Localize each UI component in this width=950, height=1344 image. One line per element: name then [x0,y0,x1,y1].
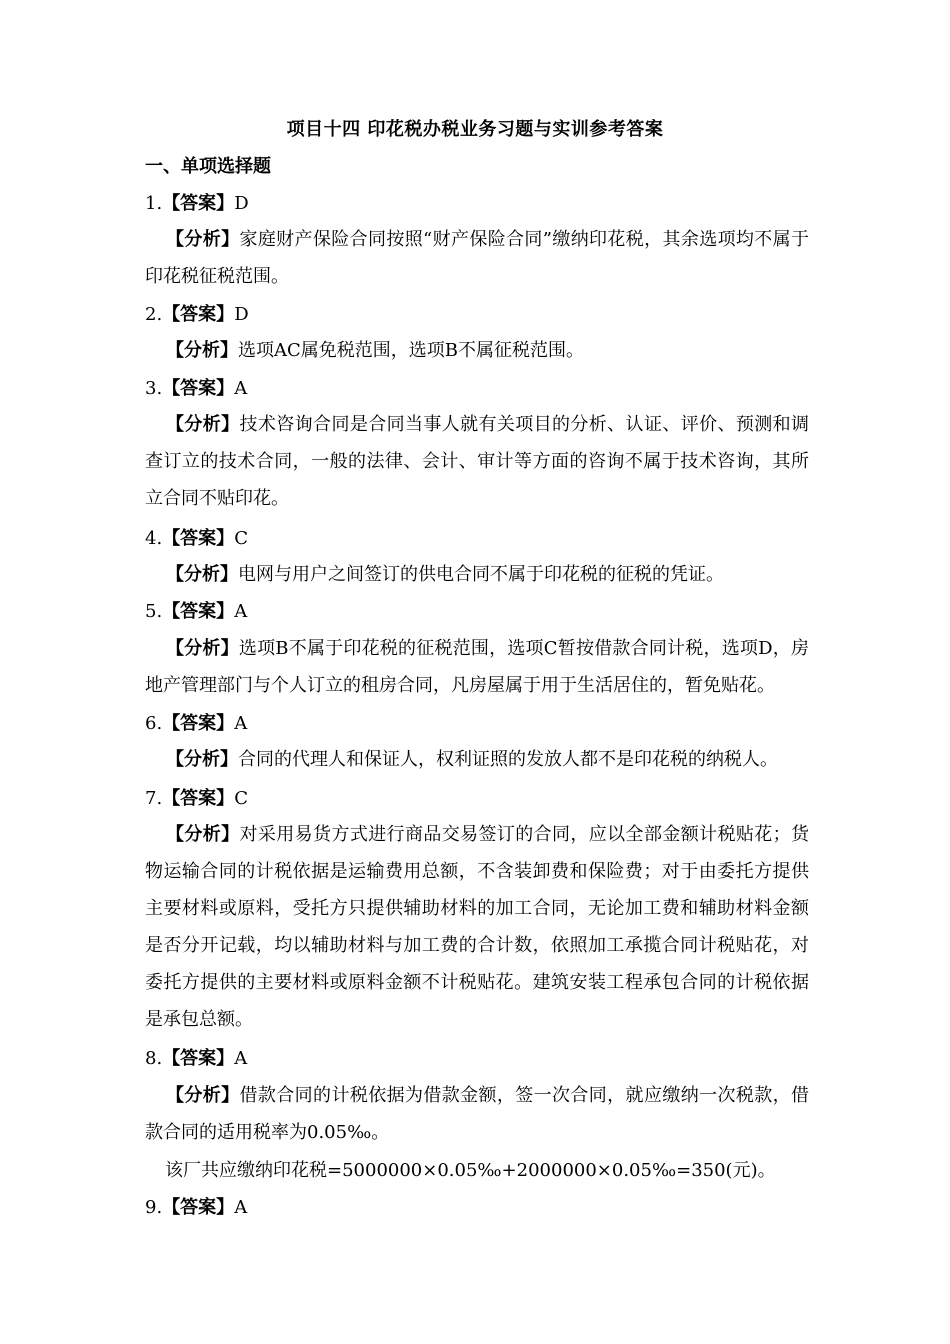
answer-tag: 【答案】 [162,788,235,809]
answer-value: A [234,601,248,622]
analysis-tag: 【分析】 [166,414,240,435]
answer-value: A [234,713,248,734]
analysis-tag: 【分析】 [166,564,238,585]
question-number: 9. [145,1197,163,1218]
answer-line-2 [145,301,249,329]
analysis-text: 对采用易货方式进行商品交易签订的合同，应以全部金额计税贴花；货物运输合同的计税依据是运输费用总额，不含装卸费和保险费；对于由委托方提供主要材料或原料，受托方只提供辅助材料的加工合同，无论加工费和辅助材料金额是否分开记载，均以辅助材料与加工费的合计数，依照加工承揽合同计税贴花，对委托方提供的主要材料或原料金额不计税贴花。建筑安装工程承包合同的计税依据是承包总额。 [145,824,809,1030]
answer-value: D [234,304,249,325]
question-number: 6. [145,713,163,734]
question-number: 5. [145,601,163,622]
analysis-text: 选项AC属免税范围，选项B不属征税范围。 [238,340,584,361]
question-number: 4. [145,528,163,549]
answer-line-7 [145,785,248,813]
analysis-paragraph-1 [145,221,809,295]
answer-line-1 [145,190,249,218]
analysis-paragraph-7 [145,816,809,1038]
answer-line-8 [145,1045,247,1073]
answer-tag: 【答案】 [162,601,235,622]
analysis-text: 电网与用户之间签订的供电合同不属于印花税的征税的凭证。 [238,564,724,585]
analysis-text: 借款合同的计税依据为借款金额，签一次合同，就应缴纳一次税款，借款合同的适用税率为0.05‰。 [145,1085,809,1143]
analysis-paragraph-5 [145,630,809,704]
analysis-text: 家庭财产保险合同按照“财产保险合同”缴纳印花税，其余选项均不属于印花税征税范围。 [145,229,810,287]
analysis-text: 技术咨询合同是合同当事人就有关项目的分析、认证、评价、预测和调查订立的技术合同，一般的法律、会计、审计等方面的咨询不属于技术咨询，其所立合同不贴印花。 [145,414,809,509]
analysis-tag: 【分析】 [166,1085,240,1106]
section-heading: 一、单项选择题 [145,156,271,177]
answer-tag: 【答案】 [162,1197,235,1218]
analysis-tag: 【分析】 [166,749,238,770]
answer-line-6 [145,710,247,738]
analysis-paragraph-2 [145,332,809,369]
answer-value: A [234,1048,248,1069]
answer-line-5 [145,598,247,626]
answer-line-3 [145,375,247,403]
answer-tag: 【答案】 [162,528,235,549]
question-number: 7. [145,788,163,809]
question-number: 8. [145,1048,163,1069]
answer-tag: 【答案】 [162,193,235,214]
answer-value: A [234,378,248,399]
analysis-tag: 【分析】 [166,340,238,361]
answer-line-4 [145,525,248,553]
question-number: 1. [145,193,163,214]
document-title: 项目十四 印花税办税业务习题与实训参考答案 [286,119,664,140]
answer-tag: 【答案】 [162,713,235,734]
analysis-paragraph-6 [145,741,809,778]
answer-tag: 【答案】 [162,304,235,325]
answer-value: A [234,1197,248,1218]
analysis-text: 合同的代理人和保证人，权利证照的发放人都不是印花税的纳税人。 [238,749,778,770]
calculation-line: 该厂共应缴纳印花税=5000000×0.05‰+2000000×0.05‰=350(元)。 [165,1160,776,1181]
answer-value: C [234,528,248,549]
analysis-text: 选项B不属于印花税的征税范围，选项C暂按借款合同计税，选项D，房地产管理部门与个人订立的租房合同，凡房屋属于用于生活居住的，暂免贴花。 [145,638,810,696]
analysis-paragraph-3 [145,406,809,517]
analysis-paragraph-8 [145,1077,809,1151]
analysis-tag: 【分析】 [166,824,240,845]
question-number: 2. [145,304,163,325]
analysis-tag: 【分析】 [166,229,240,250]
answer-tag: 【答案】 [162,378,235,399]
answer-value: D [234,193,249,214]
answer-value: C [234,788,248,809]
analysis-paragraph-4 [145,556,809,593]
analysis-tag: 【分析】 [166,638,239,659]
answer-tag: 【答案】 [162,1048,235,1069]
answer-line-9 [145,1194,247,1222]
question-number: 3. [145,378,163,399]
